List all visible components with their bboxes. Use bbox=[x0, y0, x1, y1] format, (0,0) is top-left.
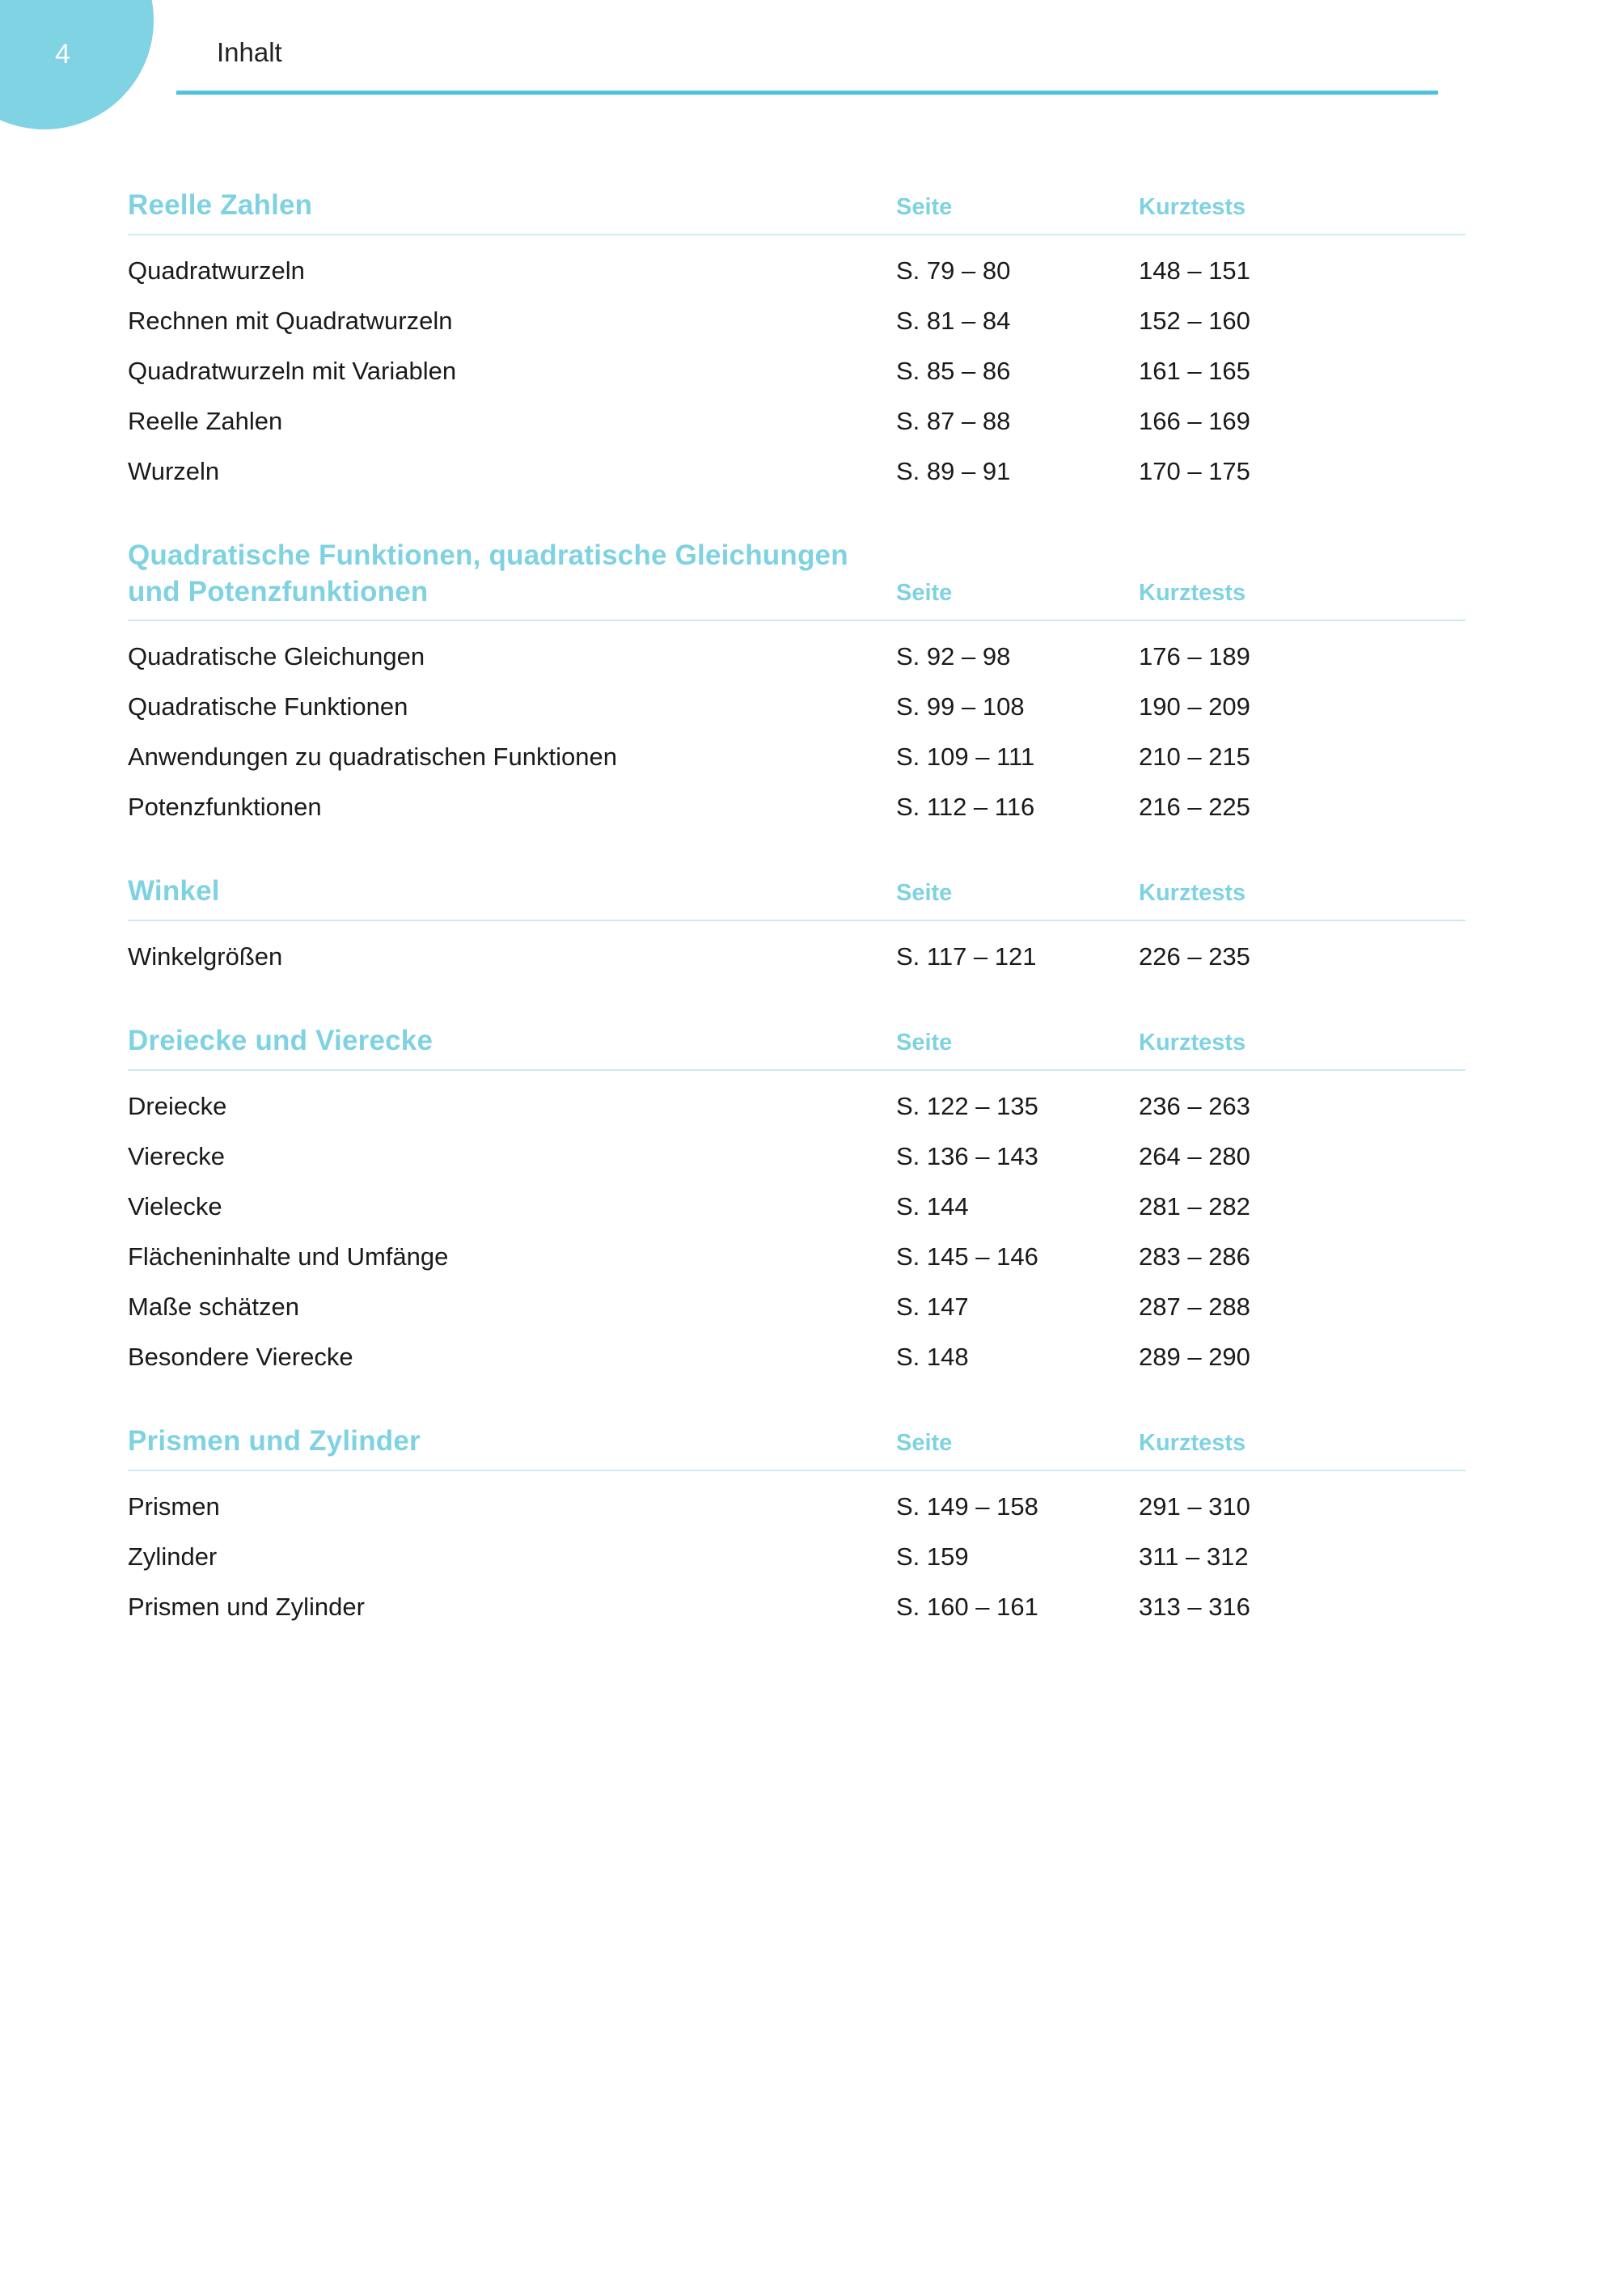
toc-entry-title: Quadratwurzeln bbox=[128, 256, 305, 285]
toc-entry-pages: S. 144 bbox=[896, 1191, 969, 1221]
toc-entry-title: Vierecke bbox=[128, 1141, 226, 1170]
toc-entry-pages: S. 87 – 88 bbox=[896, 406, 1011, 435]
toc-entry-kurztests: 148 – 151 bbox=[1139, 256, 1250, 285]
toc-entry-title: Zylinder bbox=[128, 1542, 218, 1571]
toc-section-header bbox=[128, 188, 1503, 235]
toc-entry-kurztests: 210 – 215 bbox=[1139, 742, 1250, 772]
toc-entry-title: Flächeninhalte und Umfänge bbox=[128, 1242, 449, 1271]
column-header-seite: Seite bbox=[896, 880, 953, 907]
toc-entry-kurztests: 287 – 288 bbox=[1139, 1292, 1250, 1321]
toc-entry-kurztests: 311 – 312 bbox=[1139, 1542, 1249, 1571]
toc-entry-kurztests: 170 – 175 bbox=[1139, 456, 1250, 485]
toc-row[interactable] bbox=[128, 1521, 1503, 1572]
toc-entry-kurztests: 264 – 280 bbox=[1139, 1141, 1250, 1170]
toc-entry-title: Vielecke bbox=[128, 1191, 222, 1221]
toc-row[interactable] bbox=[128, 621, 1503, 671]
toc-entry-title: Quadratwurzeln mit Variablen bbox=[128, 356, 457, 385]
column-header-kurztests: Kurztests bbox=[1139, 580, 1246, 607]
toc-entry-pages: S. 136 – 143 bbox=[896, 1141, 1038, 1170]
toc-row[interactable] bbox=[128, 1271, 1503, 1322]
toc-entry-pages: S. 109 – 111 bbox=[896, 742, 1035, 772]
toc-entry-kurztests: 236 – 263 bbox=[1139, 1091, 1250, 1120]
column-header-kurztests: Kurztests bbox=[1139, 1429, 1246, 1456]
toc-entry-pages: S. 112 – 116 bbox=[896, 793, 1035, 822]
toc-row[interactable] bbox=[128, 721, 1503, 772]
toc-row[interactable] bbox=[128, 1471, 1503, 1521]
toc-row[interactable] bbox=[128, 1221, 1503, 1271]
toc-entry-title: Wurzeln bbox=[128, 456, 220, 485]
toc-row[interactable] bbox=[128, 235, 1503, 286]
toc-row[interactable] bbox=[128, 1121, 1503, 1171]
toc-entry-pages: S. 147 bbox=[896, 1292, 969, 1321]
toc-entry-kurztests: 190 – 209 bbox=[1139, 692, 1250, 721]
column-header-seite: Seite bbox=[896, 580, 953, 607]
toc-entry-pages: S. 149 – 158 bbox=[896, 1491, 1038, 1521]
toc-entry-kurztests: 281 – 282 bbox=[1139, 1191, 1250, 1221]
toc-entry-kurztests: 216 – 225 bbox=[1139, 793, 1250, 822]
toc-section bbox=[128, 188, 1503, 486]
toc-section-title: Reelle Zahlen bbox=[128, 189, 313, 221]
toc-row[interactable] bbox=[128, 336, 1503, 386]
toc-entry-pages: S. 122 – 135 bbox=[896, 1091, 1038, 1120]
toc-entry-pages: S. 117 – 121 bbox=[896, 942, 1037, 971]
toc-section-header bbox=[128, 1023, 1503, 1071]
toc-row[interactable] bbox=[128, 1071, 1503, 1121]
toc-entry-pages: S. 85 – 86 bbox=[896, 356, 1011, 385]
column-header-kurztests: Kurztests bbox=[1139, 193, 1246, 220]
toc-entry-title: Prismen und Zylinder bbox=[128, 1592, 365, 1621]
toc-section-header bbox=[128, 874, 1503, 921]
toc-entry-pages: S. 148 bbox=[896, 1342, 969, 1371]
toc-entry-title: Rechnen mit Quadratwurzeln bbox=[128, 306, 453, 335]
toc-entry-kurztests: 152 – 160 bbox=[1139, 306, 1250, 335]
column-header-kurztests: Kurztests bbox=[1139, 880, 1246, 907]
toc-section bbox=[128, 1424, 1503, 1622]
toc-content bbox=[128, 188, 1503, 1622]
column-header-kurztests: Kurztests bbox=[1139, 1029, 1246, 1056]
toc-row[interactable] bbox=[128, 1171, 1503, 1221]
column-header-seite: Seite bbox=[896, 1429, 953, 1456]
toc-entry-pages: S. 81 – 84 bbox=[896, 306, 1011, 335]
toc-entry-kurztests: 291 – 310 bbox=[1139, 1491, 1250, 1521]
toc-row[interactable] bbox=[128, 772, 1503, 822]
toc-entry-title: Besondere Vierecke bbox=[128, 1342, 353, 1371]
page-number: 4 bbox=[55, 39, 71, 70]
toc-entry-title: Maße schätzen bbox=[128, 1292, 299, 1321]
toc-entry-title: Quadratische Funktionen bbox=[128, 692, 408, 721]
toc-row[interactable] bbox=[128, 921, 1503, 971]
toc-row[interactable] bbox=[128, 386, 1503, 436]
page-title: Inhalt bbox=[217, 37, 282, 67]
toc-entry-pages: S. 145 – 146 bbox=[896, 1242, 1038, 1271]
toc-entry-title: Anwendungen zu quadratischen Funktionen bbox=[128, 742, 617, 772]
toc-row[interactable] bbox=[128, 671, 1503, 721]
toc-entry-title: Quadratische Gleichungen bbox=[128, 642, 425, 671]
toc-entry-kurztests: 166 – 169 bbox=[1139, 406, 1250, 435]
toc-section-title: Prismen und Zylinder bbox=[128, 1424, 421, 1457]
toc-section-title: Quadratische Funktionen, quadratische Gleichungen und Potenzfunktionen bbox=[128, 539, 848, 607]
toc-entry-title: Potenzfunktionen bbox=[128, 793, 322, 822]
toc-section bbox=[128, 538, 1503, 823]
toc-entry-pages: S. 159 bbox=[896, 1542, 969, 1571]
toc-entry-pages: S. 79 – 80 bbox=[896, 256, 1011, 285]
column-header-seite: Seite bbox=[896, 1029, 953, 1056]
toc-entry-pages: S. 99 – 108 bbox=[896, 692, 1025, 721]
toc-section-header bbox=[128, 538, 1503, 622]
toc-section-title: Winkel bbox=[128, 875, 220, 907]
toc-entry-title: Winkelgrößen bbox=[128, 942, 283, 971]
header-divider bbox=[176, 91, 1438, 95]
column-header-seite: Seite bbox=[896, 193, 953, 220]
toc-row[interactable] bbox=[128, 436, 1503, 486]
toc-entry-pages: S. 160 – 161 bbox=[896, 1592, 1038, 1621]
toc-entry-pages: S. 92 – 98 bbox=[896, 642, 1011, 671]
toc-entry-kurztests: 226 – 235 bbox=[1139, 942, 1250, 971]
toc-section bbox=[128, 874, 1503, 971]
toc-row[interactable] bbox=[128, 286, 1503, 336]
toc-section-header bbox=[128, 1424, 1503, 1471]
toc-entry-pages: S. 89 – 91 bbox=[896, 456, 1011, 485]
toc-entry-title: Prismen bbox=[128, 1491, 220, 1521]
page-corner-decoration bbox=[0, 0, 154, 129]
toc-entry-kurztests: 176 – 189 bbox=[1139, 642, 1250, 671]
toc-entry-title: Reelle Zahlen bbox=[128, 406, 283, 435]
toc-entry-kurztests: 289 – 290 bbox=[1139, 1342, 1250, 1371]
toc-entry-kurztests: 161 – 165 bbox=[1139, 356, 1250, 385]
toc-entry-title: Dreiecke bbox=[128, 1091, 227, 1120]
toc-section-title: Dreiecke und Vierecke bbox=[128, 1025, 433, 1057]
toc-section bbox=[128, 1023, 1503, 1372]
toc-row[interactable] bbox=[128, 1572, 1503, 1622]
toc-entry-kurztests: 313 – 316 bbox=[1139, 1592, 1250, 1621]
toc-entry-kurztests: 283 – 286 bbox=[1139, 1242, 1250, 1271]
toc-row[interactable] bbox=[128, 1322, 1503, 1372]
